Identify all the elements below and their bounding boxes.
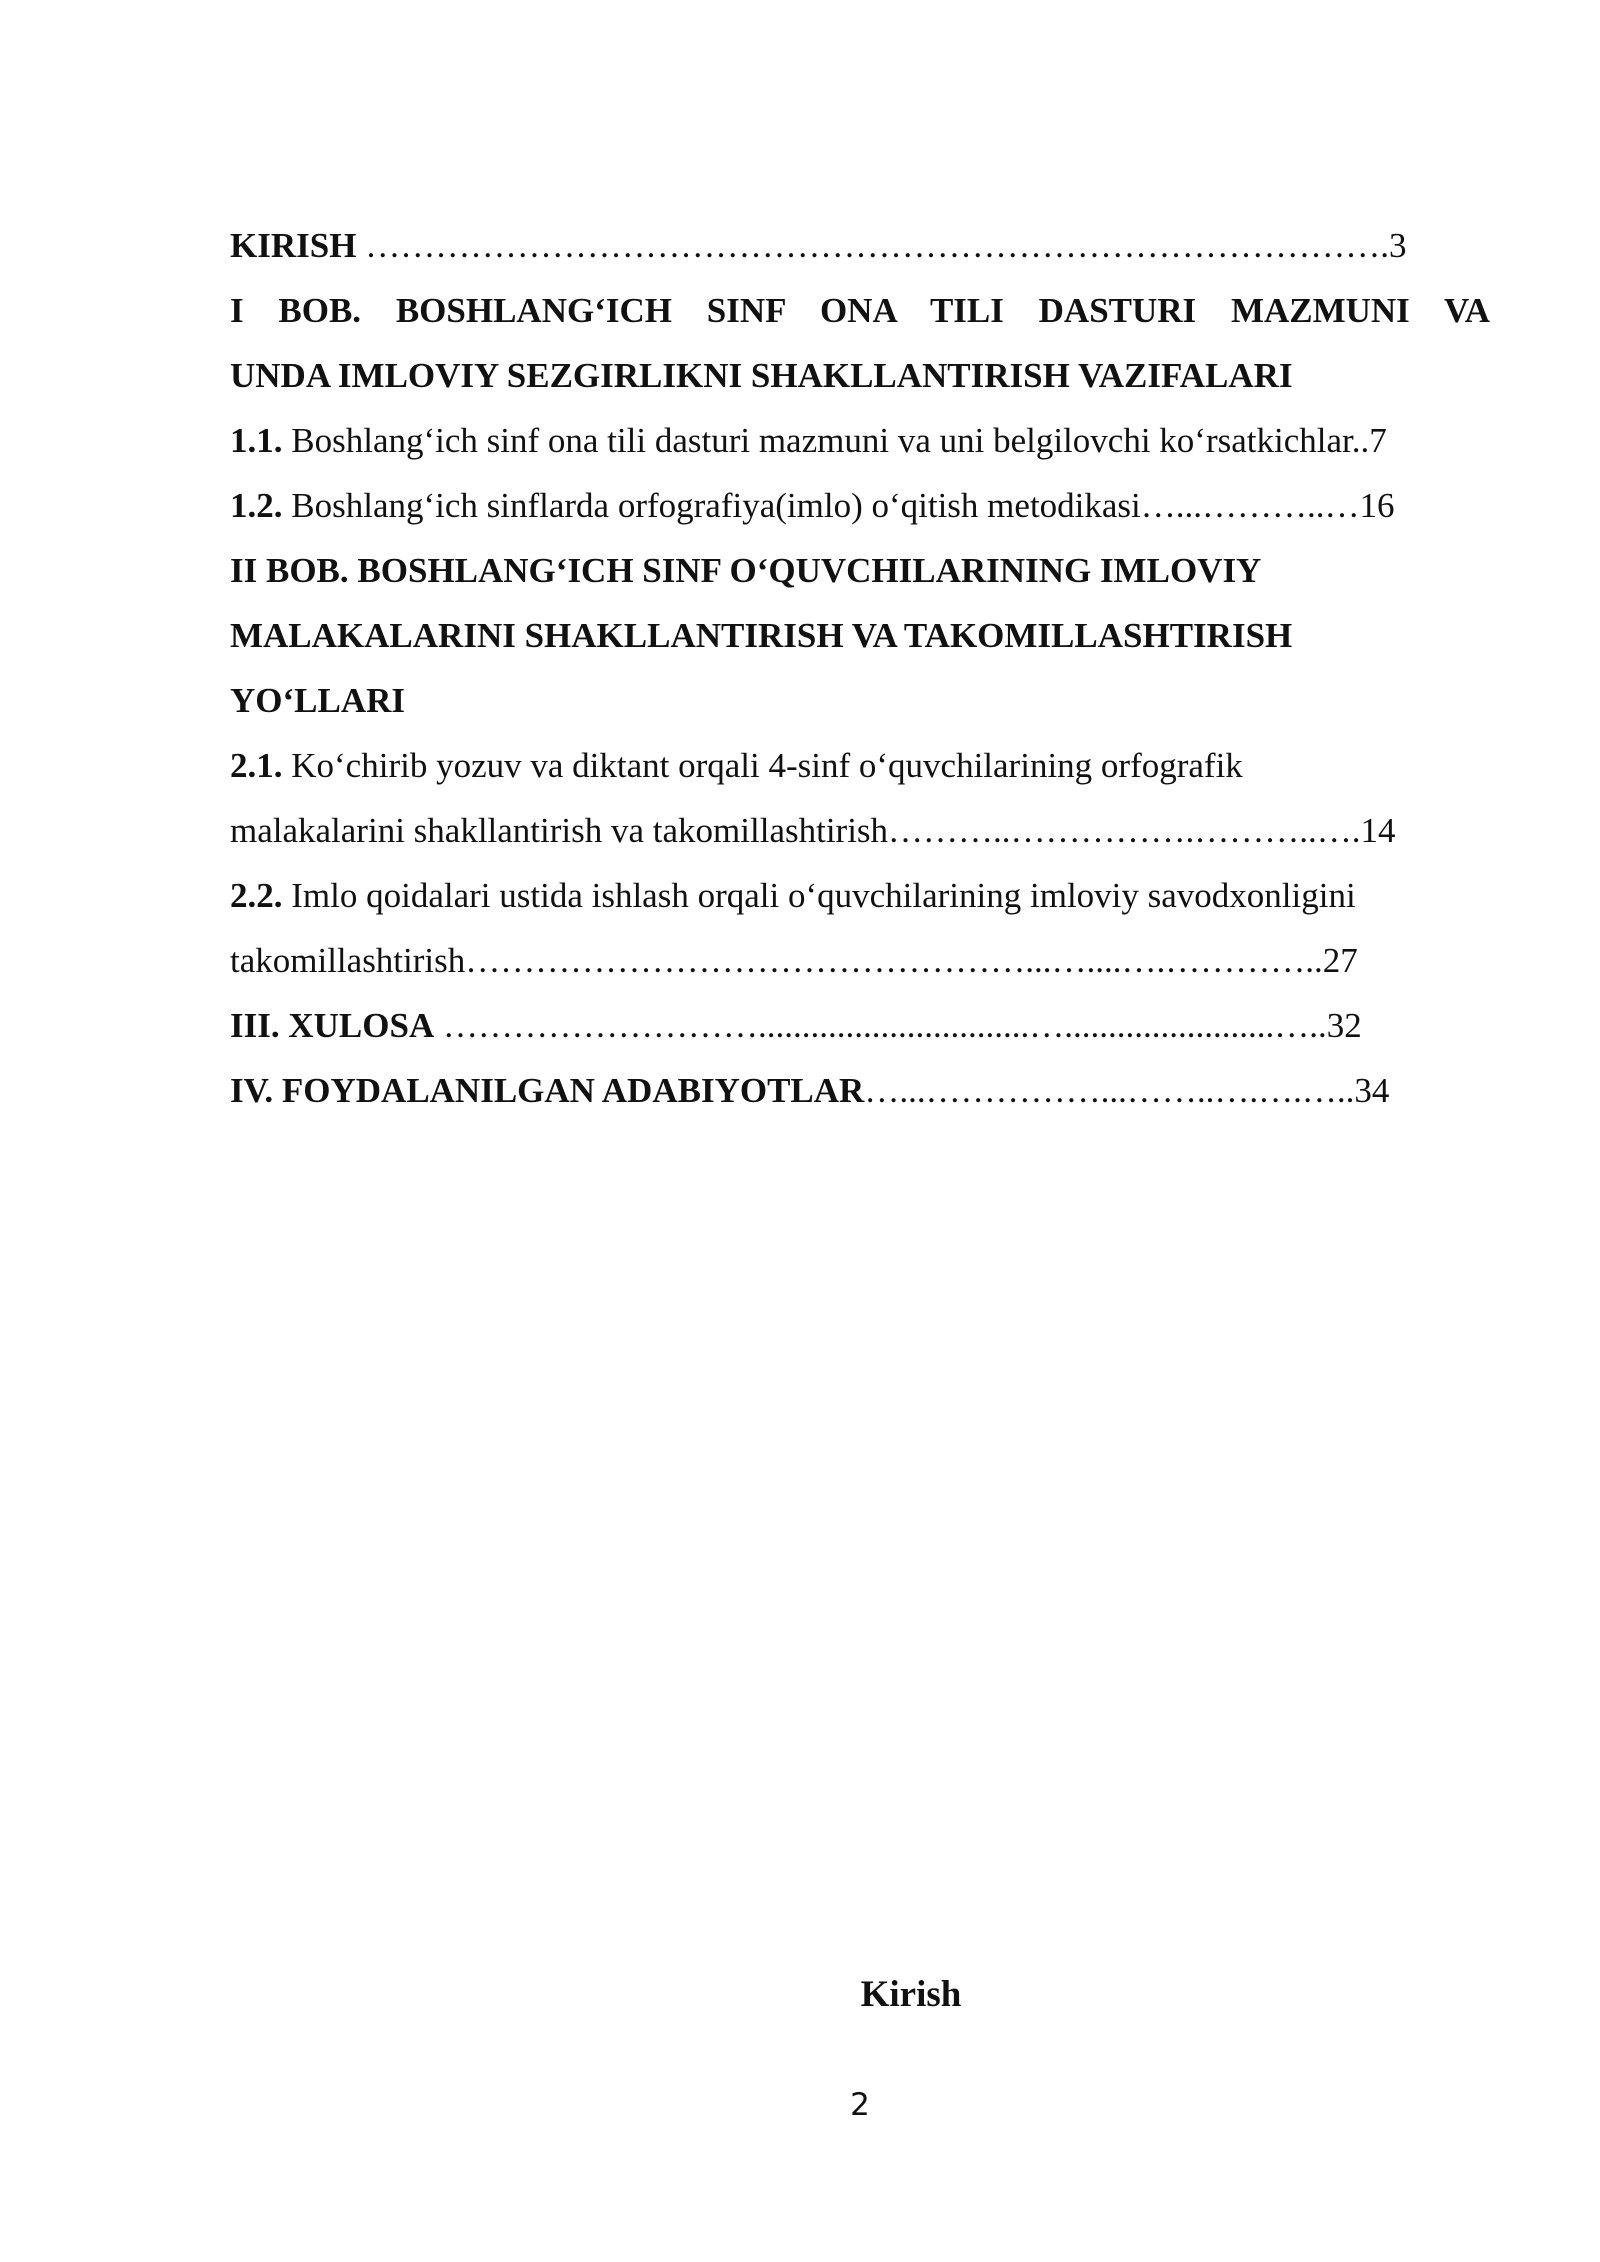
toc-chapter-2-line-3: YO‘LLARI xyxy=(230,681,406,720)
toc-1-1-text: Boshlang‘ich sinf ona tili dasturi mazmuni va uni belgilovchi ko‘rsatkichlar..7 xyxy=(282,421,1387,460)
toc-2-2-text-line-2: takomillashtirish…………………………………………...…....….…………..27 xyxy=(230,941,1358,980)
toc-entry-xulosa xyxy=(230,993,1490,1058)
toc-entry-2-1 xyxy=(230,733,1490,798)
toc-chapter-2-line-2: MALAKALARINI SHAKLLANTIRISH VA TAKOMILLASHTIRISH xyxy=(230,616,1293,655)
toc-chapter-2-line-1: II BOB. BOSHLANG‘ICH SINF O‘QUVCHILARINING IMLOVIY xyxy=(230,551,1262,590)
toc-entry-1-2 xyxy=(230,473,1490,538)
toc-1-1-number: 1.1. xyxy=(230,421,283,460)
page-number: 2 xyxy=(850,2087,870,2123)
intro-heading: Kirish xyxy=(860,1974,962,2015)
table-of-contents xyxy=(230,213,1490,1123)
toc-kirish-leader: ……………………………………………………………………………. xyxy=(356,226,1389,265)
toc-2-1-text-line-1: Ko‘chirib yozuv va diktant orqali 4-sinf o‘quvchilarining orfografik xyxy=(282,746,1243,785)
toc-entry-kirish xyxy=(230,213,1490,278)
toc-entry-1-1 xyxy=(230,408,1490,473)
toc-xulosa-leader: ………………………...............................…........................…..32 xyxy=(434,1006,1362,1045)
toc-kirish-page: 3 xyxy=(1388,226,1407,265)
toc-2-1-number: 2.1. xyxy=(230,746,283,785)
toc-adabiyotlar-label: IV. FOYDALANILGAN ADABIYOTLAR xyxy=(230,1071,865,1110)
toc-chapter-1-line-1: I BOB. BOSHLANG‘ICH SINF ONA TILI DASTURI MAZMUNI VA xyxy=(230,291,1490,330)
toc-entry-2-2 xyxy=(230,863,1490,928)
toc-1-2-text: Boshlang‘ich sinflarda orfografiya(imlo) o‘qitish metodikasi…...………..…16 xyxy=(282,486,1395,525)
toc-2-2-text-line-1: Imlo qoidalari ustida ishlash orqali o‘quvchilarining imloviy savodxonligini xyxy=(282,876,1356,915)
toc-xulosa-label: III. XULOSA xyxy=(230,1006,435,1045)
toc-entry-adabiyotlar xyxy=(230,1058,1490,1123)
toc-2-1-text-line-2: malakalarini shakllantirish va takomillashtirish………..…………….………..….14 xyxy=(230,811,1396,850)
toc-kirish-label: KIRISH xyxy=(230,226,357,265)
toc-chapter-1-line-2: UNDA IMLOVIY SEZGIRLIKNI SHAKLLANTIRISH VAZIFALARI xyxy=(230,356,1293,395)
toc-2-2-number: 2.2. xyxy=(230,876,283,915)
toc-adabiyotlar-leader: …...……………...……..….….…..34 xyxy=(864,1071,1390,1110)
toc-1-2-number: 1.2. xyxy=(230,486,283,525)
